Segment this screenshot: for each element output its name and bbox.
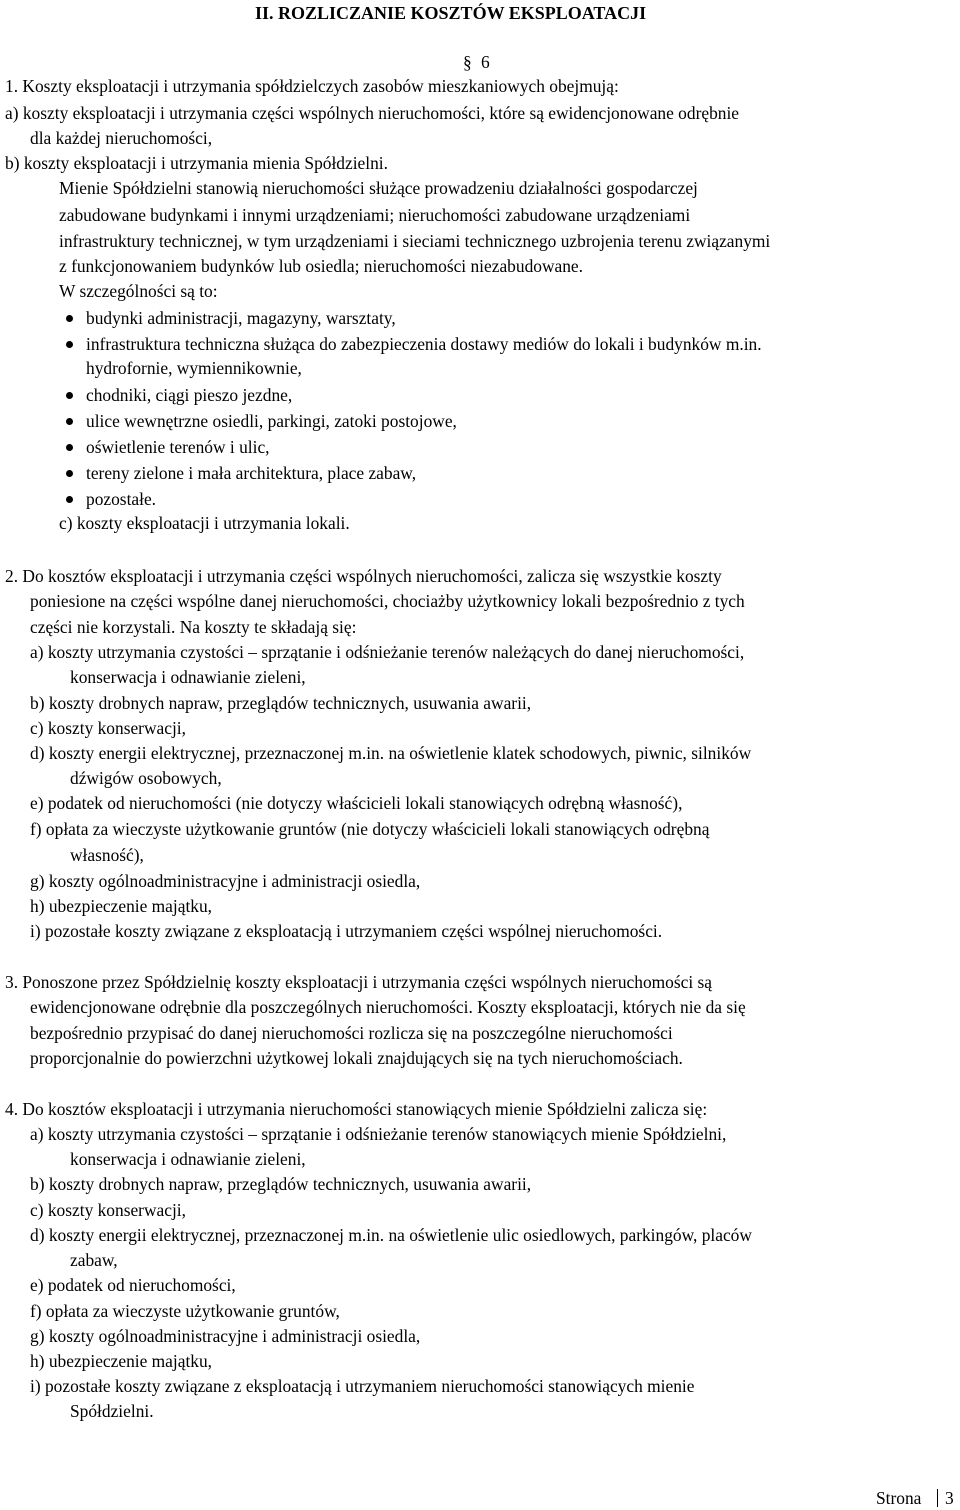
item-2h: h) ubezpieczenie majątku, bbox=[30, 896, 213, 916]
section-sign: § bbox=[463, 52, 472, 72]
item-2i: i) pozostałe koszty związane z eksploatacją i utrzymaniem części wspólnej nieruchomości. bbox=[30, 921, 663, 941]
bullet-icon bbox=[66, 470, 73, 477]
item-2b: b) koszty drobnych napraw, przeglądów technicznych, usuwania awarii, bbox=[30, 693, 532, 713]
text-line: zabudowane budynkami i innymi urządzeniami; nieruchomości zabudowane urządzeniami bbox=[59, 205, 691, 225]
item-4a-cont: konserwacja i odnawianie zieleni, bbox=[70, 1149, 306, 1169]
item-2f: f) opłata za wieczyste użytkowanie gruntów (nie dotyczy właścicieli lokali stanowiących odrębną bbox=[30, 819, 710, 839]
list-item: pozostałe. bbox=[86, 489, 157, 509]
paragraph-3: 3. Ponoszone przez Spółdzielnię koszty eksploatacji i utrzymania części wspólnych nieruchomości są bbox=[5, 972, 713, 992]
item-1b: b) koszty eksploatacji i utrzymania mienia Spółdzielni. bbox=[5, 153, 388, 173]
item-4e: e) podatek od nieruchomości, bbox=[30, 1275, 236, 1295]
item-4i: i) pozostałe koszty związane z eksploatacją i utrzymaniem nieruchomości stanowiących mienie bbox=[30, 1376, 695, 1396]
text-line: z funkcjonowaniem budynków lub osiedla; nieruchomości niezabudowane. bbox=[59, 256, 583, 276]
item-2g: g) koszty ogólnoadministracyjne i administracji osiedla, bbox=[30, 871, 421, 891]
item-4i-cont: Spółdzielni. bbox=[70, 1401, 154, 1421]
bullet-icon bbox=[66, 392, 73, 399]
item-4d-cont: zabaw, bbox=[70, 1250, 118, 1270]
item-4a: a) koszty utrzymania czystości – sprzątanie i odśnieżanie terenów stanowiących mienie Spółdzielni, bbox=[30, 1124, 727, 1144]
item-2a: a) koszty utrzymania czystości – sprzątanie i odśnieżanie terenów należących do danej nieruchomości, bbox=[30, 642, 745, 662]
item-4d: d) koszty energii elektrycznej, przeznaczonej m.in. na oświetlenie ulic osiedlowych, parkingów, placów bbox=[30, 1225, 752, 1245]
paragraph-2: 2. Do kosztów eksploatacji i utrzymania części wspólnych nieruchomości, zalicza się wszystkie koszty bbox=[5, 566, 722, 586]
paragraph-4: 4. Do kosztów eksploatacji i utrzymania nieruchomości stanowiących mienie Spółdzielni zalicza się: bbox=[5, 1099, 708, 1119]
item-1a: a) koszty eksploatacji i utrzymania części wspólnych nieruchomości, które są ewidencjonowane odrębnie bbox=[5, 103, 740, 123]
list-item-cont: hydrofornie, wymiennikownie, bbox=[86, 358, 302, 378]
text-line: bezpośrednio przypisać do danej nieruchomości rozlicza się na poszczególne nieruchomości bbox=[30, 1023, 673, 1043]
bullet-icon bbox=[66, 315, 73, 322]
bullet-icon bbox=[66, 418, 73, 425]
text-line: ewidencjonowane odrębnie dla poszczególnych nieruchomości. Koszty eksploatacji, których nie da się bbox=[30, 997, 746, 1017]
item-4f: f) opłata za wieczyste użytkowanie gruntów, bbox=[30, 1301, 340, 1321]
item-2d: d) koszty energii elektrycznej, przeznaczonej m.in. na oświetlenie klatek schodowych, piwnic, silników bbox=[30, 743, 752, 763]
item-1a-cont: dla każdej nieruchomości, bbox=[30, 128, 213, 148]
list-item: tereny zielone i mała architektura, place zabaw, bbox=[86, 463, 417, 483]
text-line: poniesione na części wspólne danej nieruchomości, chociażby użytkownicy lokali bezpośrednio z tych bbox=[30, 591, 745, 611]
list-item: oświetlenie terenów i ulic, bbox=[86, 437, 270, 457]
item-1c: c) koszty eksploatacji i utrzymania lokali. bbox=[59, 513, 350, 533]
text-line: części nie korzystali. Na koszty te składają się: bbox=[30, 617, 357, 637]
list-item: chodniki, ciągi pieszo jezdne, bbox=[86, 385, 293, 405]
text-line: W szczególności są to: bbox=[59, 281, 218, 301]
paragraph-1: 1. Koszty eksploatacji i utrzymania spółdzielczych zasobów mieszkaniowych obejmują: bbox=[5, 76, 619, 96]
text-line: proporcjonalnie do powierzchni użytkowej lokali znajdujących się na tych nieruchomościach. bbox=[30, 1048, 683, 1068]
item-2d-cont: dźwigów osobowych, bbox=[70, 768, 222, 788]
footer-label: Strona bbox=[876, 1488, 922, 1508]
item-2a-cont: konserwacja i odnawianie zieleni, bbox=[70, 667, 306, 687]
bullet-icon bbox=[66, 444, 73, 451]
item-4h: h) ubezpieczenie majątku, bbox=[30, 1351, 213, 1371]
list-item: infrastruktura techniczna służąca do zabezpieczenia dostawy mediów do lokali i budynków m.in. bbox=[86, 334, 762, 354]
text-line: infrastruktury technicznej, w tym urządzeniami i sieciami technicznego uzbrojenia terenu związanymi bbox=[59, 231, 771, 251]
page-number: 3 bbox=[945, 1488, 954, 1508]
section-number: 6 bbox=[481, 52, 490, 72]
item-4c: c) koszty konserwacji, bbox=[30, 1200, 186, 1220]
text-line: Mienie Spółdzielni stanowią nieruchomości służące prowadzeniu działalności gospodarczej bbox=[59, 178, 698, 198]
list-item: ulice wewnętrzne osiedli, parkingi, zatoki postojowe, bbox=[86, 411, 457, 431]
item-4b: b) koszty drobnych napraw, przeglądów technicznych, usuwania awarii, bbox=[30, 1174, 532, 1194]
document-title: II. ROZLICZANIE KOSZTÓW EKSPLOATACJI bbox=[255, 3, 647, 23]
bullet-icon bbox=[66, 341, 73, 348]
item-2f-cont: własność), bbox=[70, 845, 144, 865]
item-4g: g) koszty ogólnoadministracyjne i administracji osiedla, bbox=[30, 1326, 421, 1346]
list-item: budynki administracji, magazyny, warsztaty, bbox=[86, 308, 396, 328]
footer-separator bbox=[937, 1489, 938, 1507]
bullet-icon bbox=[66, 496, 73, 503]
item-2e: e) podatek od nieruchomości (nie dotyczy właścicieli lokali stanowiących odrębną własność), bbox=[30, 793, 683, 813]
item-2c: c) koszty konserwacji, bbox=[30, 718, 186, 738]
